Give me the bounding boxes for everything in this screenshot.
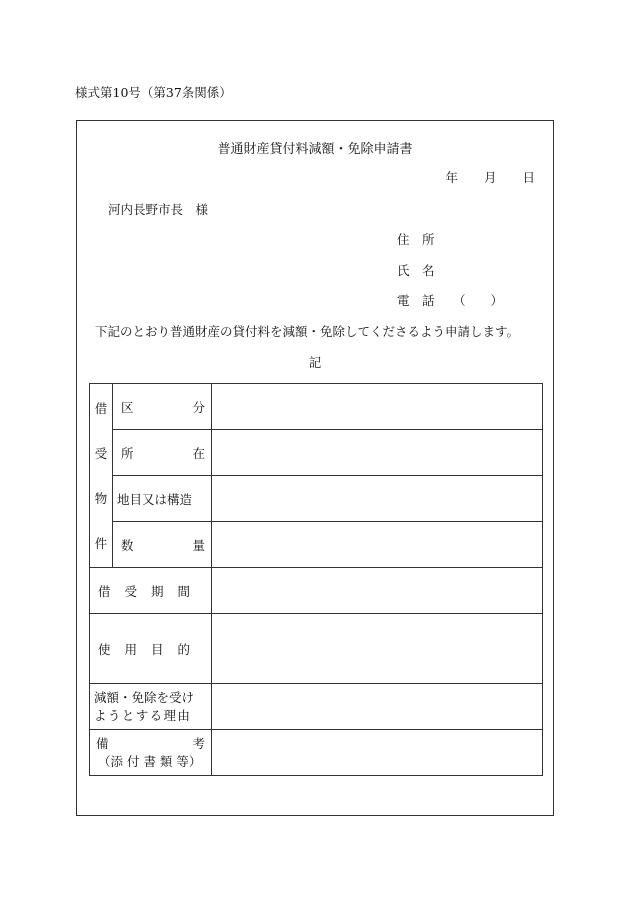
land-structure-label: 地目又は構造 (117, 491, 193, 507)
form-title: 普通財産貸付料減額・免除申請書 (217, 142, 413, 157)
row-land-structure (90, 476, 543, 522)
period-value-field[interactable] (212, 568, 543, 614)
category-label-char: 分 (192, 399, 205, 415)
date-day-label: 日 (522, 170, 535, 185)
purpose-label-char: 使 (98, 641, 111, 657)
row-reason (90, 684, 543, 730)
group-label-char: 物 (94, 491, 108, 506)
category-label-cell (113, 384, 212, 430)
reason-value-field[interactable] (212, 684, 543, 730)
quantity-label-char: 量 (192, 537, 205, 553)
group-label-cell (90, 384, 113, 568)
row-quantity (90, 522, 543, 568)
date-year-label: 年 (445, 170, 458, 185)
group-label-char: 借 (94, 401, 108, 416)
purpose-label-char: 的 (177, 641, 190, 657)
details-table (89, 383, 543, 776)
address-label: 住 所 (397, 232, 435, 247)
addressee: 河内長野市長 様 (108, 202, 209, 217)
period-label-cell (90, 568, 212, 614)
form-reference: 様式第10号（第37条関係） (75, 85, 232, 100)
quantity-label-cell (113, 522, 212, 568)
reason-label-cell (90, 684, 212, 730)
phone-label: 電 話 (397, 293, 435, 308)
group-label-char: 件 (94, 536, 108, 551)
reason-label-line2: ようとする理由 (94, 707, 192, 723)
purpose-label-cell (90, 614, 212, 684)
row-purpose (90, 614, 543, 684)
date-line (445, 168, 535, 186)
row-remarks (90, 730, 543, 776)
location-label-char: 在 (192, 445, 205, 461)
location-value-field[interactable] (212, 430, 543, 476)
remarks-value-field[interactable] (212, 730, 543, 776)
applicant-phone-row (397, 291, 503, 309)
purpose-label-char: 目 (150, 641, 164, 657)
category-value-field[interactable] (212, 384, 543, 430)
land-structure-label-cell (113, 476, 212, 522)
period-label-char: 受 (124, 583, 137, 599)
row-period (90, 568, 543, 614)
applicant-address-row (397, 230, 437, 248)
location-label-cell (113, 430, 212, 476)
purpose-label-char: 用 (124, 641, 137, 657)
period-label-char: 借 (98, 583, 111, 599)
purpose-value-field[interactable] (212, 614, 543, 684)
applicant-name-row (397, 261, 437, 279)
remarks-label-line1 (96, 735, 205, 753)
category-label-char: 区 (121, 399, 134, 415)
remarks-label-char: 備 (96, 735, 109, 751)
land-structure-value-field[interactable] (212, 476, 543, 522)
quantity-value-field[interactable] (212, 522, 543, 568)
name-label: 氏 名 (397, 263, 435, 278)
period-label-char: 間 (177, 583, 190, 599)
form-frame (76, 120, 554, 816)
ki-heading: 記 (308, 355, 322, 370)
remarks-label-char: 考 (192, 735, 205, 751)
quantity-label-char: 数 (121, 537, 134, 553)
location-label-char: 所 (121, 445, 134, 461)
date-month-label: 月 (483, 170, 497, 185)
remarks-label-cell (90, 730, 212, 776)
remarks-label-line2: （添 付 書 類 等） (98, 753, 202, 769)
application-statement: 下記のとおり普通財産の貸付料を減額・免除してくださるよう申請します。 (95, 324, 520, 339)
group-label-char: 受 (94, 446, 108, 461)
period-label-char: 期 (150, 583, 164, 599)
phone-parentheses: （ ） (453, 293, 504, 308)
row-category (90, 384, 543, 430)
row-location (90, 430, 543, 476)
reason-label-line1: 減額・免除を受け (94, 689, 195, 705)
